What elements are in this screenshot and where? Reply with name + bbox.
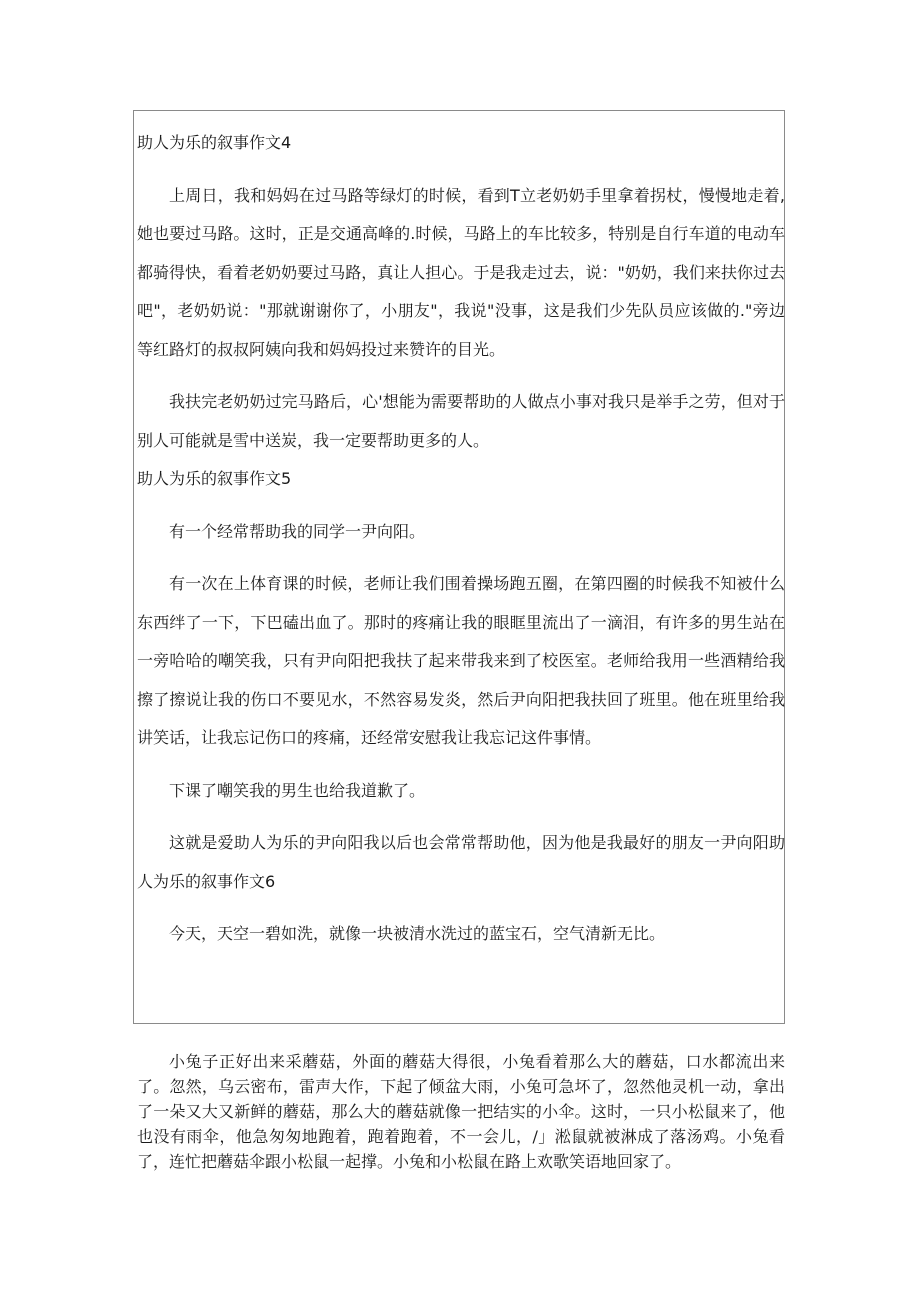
section-4-paragraph-2: 我扶完老奶奶过完马路后，心'想能为需要帮助的人做点小事对我只是举手之劳，但对于别人可能就是雪中送炭，我一定要帮助更多的人。 xyxy=(137,392,785,450)
section-5-paragraph-4: 这就是爱助人为乐的尹向阳我以后也会常常帮助他，因为他是我最好的朋友一尹向阳助人为乐的叙事作文6 xyxy=(137,833,785,891)
story-paragraph: 小兔子正好出来采蘑菇，外面的蘑菇大得很，小兔看着那么大的蘑菇，口水都流出来了。忽然，乌云密布，雷声大作，下起了倾盆大雨，小兔可急坏了，忽然他灵机一动，拿出了一朵又大又新鲜的蘑菇，那么大的蘑菇就像一把结实的小伞。这时，一只小松鼠来了，他也没有雨伞，他急匆匆地跑着，跑着跑着，不一会儿，/」淞鼠就被淋成了落汤鸡。小兔看了，连忙把蘑菇伞跟小松鼠一起撑。小兔和小松鼠在路上欢歌笑语地回家了。 xyxy=(137,1052,785,1171)
section-5-title: 助人为乐的叙事作文5 xyxy=(137,469,292,488)
section-4-title: 助人为乐的叙事作文4 xyxy=(137,133,292,152)
section-5-paragraph-1: 有一个经常帮助我的同学一尹向阳。 xyxy=(169,521,426,541)
section-6-paragraph-1: 今天，天空一碧如洗，就像一块被清水洗过的蓝宝石，空气清新无比。 xyxy=(169,924,666,943)
section-5-paragraph-3: 下课了嘲笑我的男生也给我道歉了。 xyxy=(169,780,426,800)
unframed-text-block xyxy=(137,1049,785,1174)
section-5-paragraph-2: 有一次在上体育课的时候，老师让我们围着操场跑五圈，在第四圈的时候我不知被什么东西绊了一下，下巴磕出血了。那时的疼痛让我的眼眶里流出了一滴泪，有许多的男生站在一旁哈哈的嘲笑我，只有尹向阳把我扶了起来带我来到了校医室。老师给我用一些酒精给我擦了擦说让我的伤口不要见水，不然容易发炎，然后尹向阳把我扶回了班里。他在班里给我讲笑话，让我忘记伤口的疼痛，还经常安慰我让我忘记这件事情。 xyxy=(137,574,785,747)
section-4-paragraph-1: 上周日，我和妈妈在过马路等绿灯的时候，看到T立老奶奶手里拿着拐杖，慢慢地走着,她也要过马路。这时，正是交通高峰的.时候，马路上的车比较多，特别是自行车道的电动车都骑得快，看着老奶奶要过马路，真让人担心。于是我走过去，说："奶奶，我们来扶你过去吧"，老奶奶说："那就谢谢你了，小朋友"，我说"没事，这是我们少先队员应该做的."旁边等红路灯的叔叔阿姨向我和妈妈投过来赞许的目光。 xyxy=(137,185,785,359)
framed-text-block xyxy=(137,124,785,954)
